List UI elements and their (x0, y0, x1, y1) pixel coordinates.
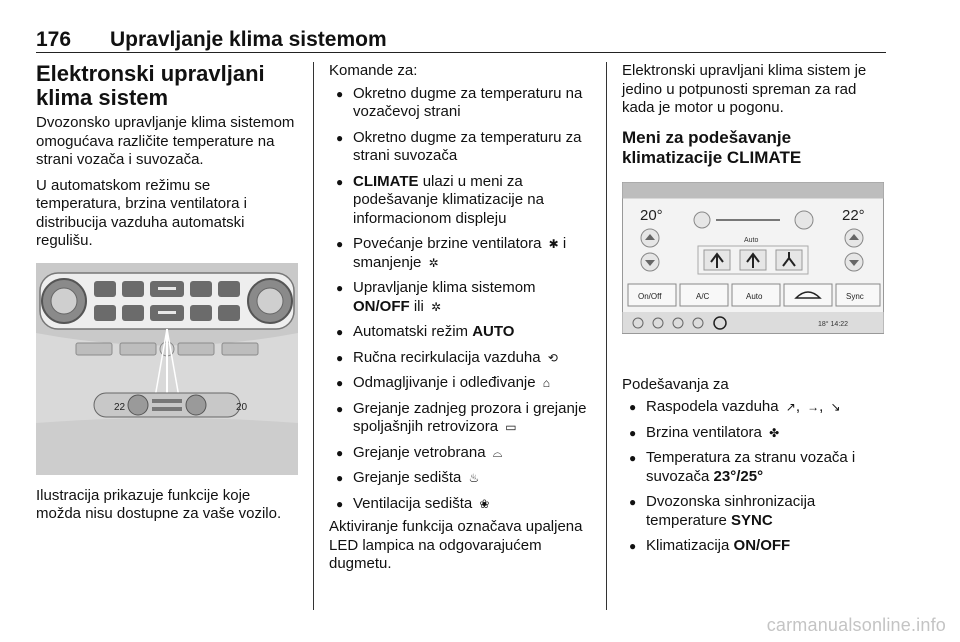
screen-button-label: A/C (696, 291, 710, 301)
air-distribution-down-icon: ↘ (830, 400, 841, 414)
column-3 (622, 62, 892, 563)
climate-menu-screen-illustration (622, 182, 884, 334)
list-item: ● Ručna recirkulacija vazduha ⟲ (329, 349, 591, 368)
column-2 (329, 62, 591, 581)
column-divider-2 (606, 62, 607, 610)
section-title: Elektronski upravljani klima sistem (36, 61, 265, 110)
list-item: ● Klimatizacija ON/OFF (622, 537, 892, 556)
screen-auto-label: Auto (744, 236, 759, 244)
list-item: ● Upravljanje klima sistemom ON/OFF ili ✲ (329, 279, 591, 316)
list-item: ● Raspodela vazduha ↗, →, ↘ (622, 398, 892, 417)
list-item: ● Okretno dugme za temperaturu na vozačevoj strani (329, 85, 591, 122)
list-item: ● Brzina ventilatora ✤ (622, 424, 892, 443)
illustration-left-temp: 22 (114, 401, 126, 413)
screen-button-label: Auto (746, 291, 763, 301)
illustration-caption: Ilustracija prikazuje funkcije koje možda nisu dostupne za vaše vozilo. (36, 486, 282, 522)
auto-mode-paragraph: U automatskom režimu se temperatura, brzina ventilatora i distribucija vazduha automatski regulišu. (36, 176, 247, 249)
list-item: ● Grejanje sedišta ♨ (329, 469, 591, 488)
defog-icon: ⌂ (542, 376, 551, 390)
list-item: ● Grejanje zadnjeg prozora i grejanje spoljašnjih retrovizora ▭ (329, 400, 591, 437)
list-item: ● Povećanje brzine ventilatora ✱ i smanjenje ✲ (329, 235, 591, 272)
controls-list (329, 85, 591, 514)
illustration-right-temp: 20 (236, 401, 248, 413)
fan-speed-icon: ✤ (769, 425, 780, 440)
list-item: ● Odmagljivanje i odleđivanje ⌂ (329, 374, 591, 393)
settings-intro: Podešavanja za (622, 375, 729, 393)
list-item: ● Temperatura za stranu vozača i suvozača 23°/25° (622, 449, 892, 486)
watermark: carmanualsonline.info (766, 615, 946, 635)
air-distribution-mid-icon: → (807, 400, 820, 414)
engine-note: Elektronski upravljani klima sistem je jedino u potpunosti spreman za rad kada je motor u pogonu. (622, 62, 867, 116)
column-divider-1 (313, 62, 314, 610)
air-distribution-up-icon: ↗ (785, 400, 796, 414)
windshield-heat-icon: ⌓ (492, 445, 503, 460)
list-item: ● Dvozonska sinhronizacija temperature SYNC (622, 493, 892, 530)
fan-up-icon: ✱ (548, 237, 559, 251)
controls-intro: Komande za: (329, 62, 418, 79)
screen-status: 18° 14:22 (818, 320, 849, 328)
climate-menu-title: Meni za podešavanje klimatizacije CLIMATE (622, 127, 802, 167)
led-note: Aktiviranje funkcija označava upaljena LED lampica na odgovarajućem dugmetu. (329, 518, 583, 572)
recirculation-icon: ⟲ (547, 350, 558, 365)
fan-down-icon: ✲ (428, 255, 439, 270)
intro-paragraph: Dvozonsko upravljanje klima sistemom omogućava različite temperature na strani vozača i suvozača. (36, 114, 295, 168)
list-item: ● Automatski režim AUTO (329, 323, 591, 342)
list-item: ● CLIMATE ulazi u meni za podešavanje klimatizacije na informacionom displeju (329, 173, 591, 229)
screen-button-label: On/Off (638, 291, 662, 301)
list-item: ● Ventilacija sedišta ❀ (329, 495, 591, 514)
page-header (36, 28, 886, 52)
screen-right-temp: 22° (842, 206, 865, 224)
seat-heat-icon: ♨ (468, 471, 480, 485)
rear-defrost-icon: ▭ (505, 420, 517, 434)
settings-list (622, 398, 892, 556)
screen-left-temp: 20° (640, 206, 663, 224)
column-1 (36, 62, 298, 531)
list-item: ● Okretno dugme za temperaturu za strani suvozača (329, 129, 591, 166)
fan-off-icon: ✲ (431, 299, 442, 314)
header-divider (36, 52, 886, 53)
climate-control-panel-illustration (36, 263, 298, 475)
seat-vent-icon: ❀ (479, 496, 490, 511)
list-item: ● Grejanje vetrobrana ⌓ (329, 444, 591, 463)
chapter-title: Upravljanje klima sistemom (110, 28, 387, 51)
screen-button-label: Sync (846, 291, 864, 301)
page-number: 176 (36, 28, 72, 51)
